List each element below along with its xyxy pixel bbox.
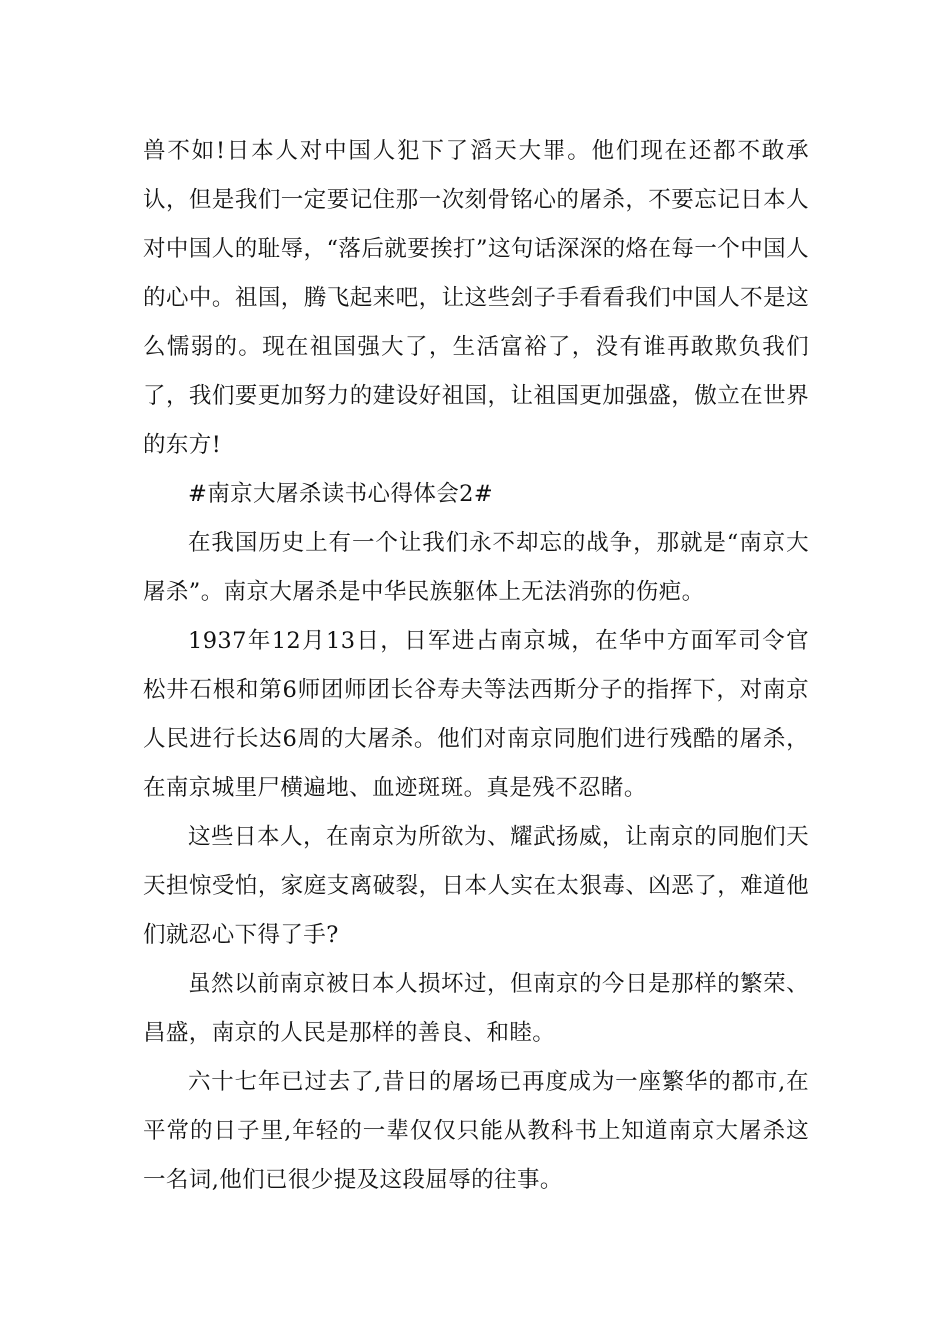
paragraph-4: 这些日本人，在南京为所欲为、耀武扬威，让南京的同胞们天天担惊受怕，家庭支离破裂，日本人实在太狠毒、凶恶了，难道他们就忍心下得了手?	[143, 824, 809, 948]
paragraph-6: 六十七年已过去了,昔日的屠场已再度成为一座繁华的都市,在平常的日子里,年轻的一辈仅仅只能从教科书上知道南京大屠杀这一名词,他们已很少提及这段屈辱的往事。	[143, 1069, 809, 1193]
paragraph-2: 在我国历史上有一个让我们永不却忘的战争，那就是“南京大屠杀”。南京大屠杀是中华民族躯体上无法消弥的伤疤。	[143, 530, 809, 605]
section-heading: #南京大屠杀读书心得体会2#	[188, 481, 494, 507]
paragraph-1: 兽不如!日本人对中国人犯下了滔天大罪。他们现在还都不敢承认，但是我们一定要记住那一次刻骨铭心的屠杀，不要忘记日本人对中国人的耻辱，“落后就要挨打”这句话深深的烙在每一个中国人的心中。祖国，腾飞起来吧，让这些刽子手看看我们中国人不是这么懦弱的。现在祖国强大了，生活富裕了，没有谁再敢欺负我们了，我们要更加努力的建设好祖国，让祖国更加强盛，傲立在世界的东方!	[143, 138, 809, 458]
paragraph-3: 1937年12月13日，日军进占南京城，在华中方面军司令官松井石根和第6师团师团长谷寿夫等法西斯分子的指挥下，对南京人民进行长达6周的大屠杀。他们对南京同胞们进行残酷的屠杀，在南京城里尸横遍地、血迹斑斑。真是残不忍睹。	[143, 628, 809, 801]
document-body	[143, 127, 809, 1205]
paragraph-5: 虽然以前南京被日本人损坏过，但南京的今日是那样的繁荣、昌盛，南京的人民是那样的善良、和睦。	[143, 971, 809, 1046]
